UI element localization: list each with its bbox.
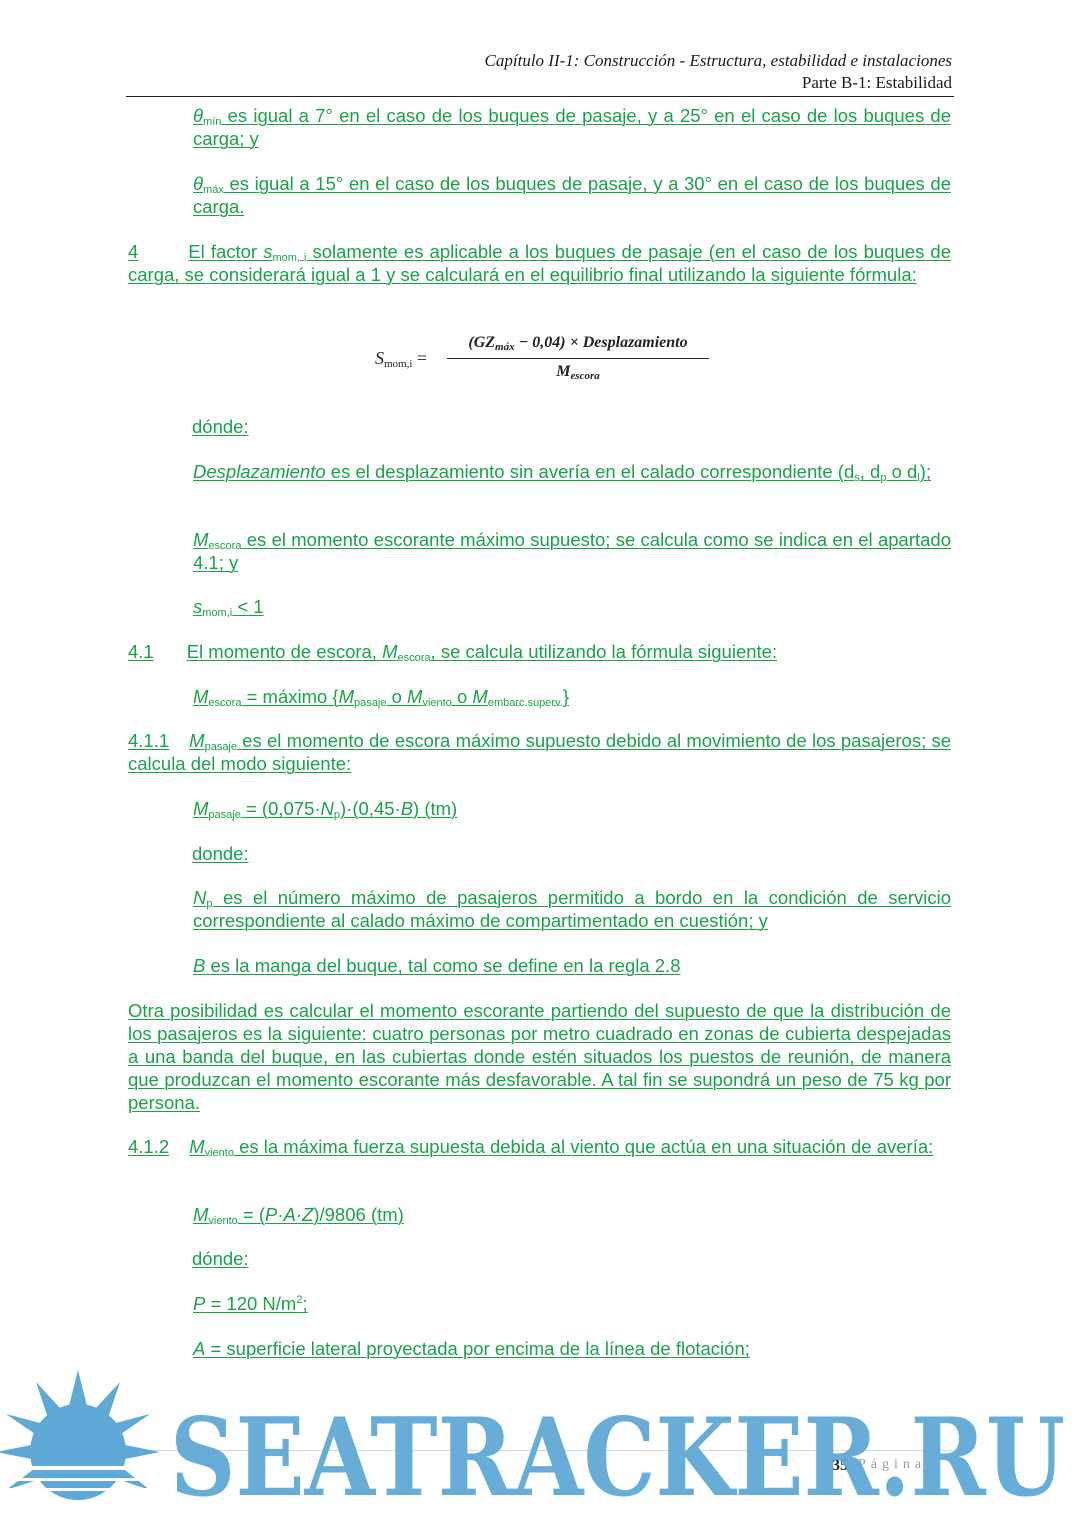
section-4-text-a: El factor xyxy=(188,241,264,262)
a-definition xyxy=(193,1337,951,1360)
section-4-paragraph xyxy=(128,240,951,286)
section-4-1-paragraph xyxy=(128,640,951,663)
running-header xyxy=(128,50,952,94)
desplazamiento-term: Desplazamiento xyxy=(193,461,326,482)
s-symbol: s xyxy=(263,241,273,262)
a-text: = superficie lateral proyectada por encima de la línea de flotación; xyxy=(205,1338,750,1359)
donde-text: donde: xyxy=(192,843,249,864)
section-4-1-2-text: es la máxima fuerza supuesta debida al viento que actúa en una situación de avería: xyxy=(233,1136,934,1157)
donde-text: dónde: xyxy=(192,1248,249,1269)
m-symbol: M xyxy=(189,1136,205,1157)
formula-denominator xyxy=(447,363,709,381)
sun-logo-icon xyxy=(0,1370,160,1500)
s-symbol: s xyxy=(193,596,203,617)
dl-subscript: l xyxy=(917,472,920,484)
n-symbol: N xyxy=(193,887,207,908)
p-subscript: p xyxy=(333,809,341,821)
mescora-formula-text-a: = máximo { xyxy=(241,686,339,707)
mviento-text-a: = ( xyxy=(237,1204,266,1225)
section-4-1-text-b: , se calcula utilizando la fórmula siguiente: xyxy=(430,641,778,662)
mpasaje-text-b: )·(0,45· xyxy=(340,798,401,819)
theta-min-text: es igual a 7° en el caso de los buques de pasaje, y a 25° en el caso de los buques de carga; y xyxy=(193,105,951,149)
mescora-formula xyxy=(193,685,569,708)
desplazamiento-text-b: , d xyxy=(859,461,881,482)
s-subscript: mom,i xyxy=(202,607,233,619)
smom-condition-text: < 1 xyxy=(232,596,264,617)
pasaje-subscript: pasaje xyxy=(354,697,387,709)
b-definition xyxy=(193,954,681,977)
fraction-bar xyxy=(447,358,709,359)
alternative-text: Otra posibilidad es calcular el momento escorante partiendo del supuesto de que la distribución de los pasajeros es la siguiente: cuatro personas por metro cuadrado en zonas de cubierta despejadas a una banda del buque, en las cubiertas donde estén situados los puestos de reunión, de manera que produzcan el momento escorante más desfavorable. A tal fin se supondrá un peso de 75 kg por persona. xyxy=(128,1000,951,1113)
theta-min-definition xyxy=(193,104,951,150)
header-chapter: Capítulo II-1: Construcción - Estructura, estabilidad e instalaciones xyxy=(484,51,952,70)
paz-expression: P·A·Z xyxy=(265,1204,314,1225)
dp-subscript: p xyxy=(880,472,887,484)
section-4-1-2-paragraph xyxy=(128,1135,951,1158)
theta-max-subscript: máx xyxy=(203,184,224,196)
ds-subscript: s xyxy=(854,472,860,484)
or-text: o xyxy=(386,686,408,707)
np-text: es el número máximo de pasajeros permitido a bordo en la condición de servicio correspondiente al calado máximo de compartimentado en cuestión; y xyxy=(193,887,951,931)
viento-subscript: viento xyxy=(422,697,452,709)
m-symbol: M xyxy=(189,730,205,751)
formula-den-subscript: escora xyxy=(570,370,600,382)
m-symbol: M xyxy=(193,529,209,550)
s-subscript: mom, i xyxy=(272,252,307,264)
smom-condition xyxy=(193,595,264,618)
pasaje-subscript: pasaje xyxy=(208,809,241,821)
a-symbol: A xyxy=(193,1338,206,1359)
section-4-1-1-text: es el momento de escora máximo supuesto debido al movimiento de los pasajeros; se calcula del modo siguiente: xyxy=(128,730,951,774)
m-symbol: M xyxy=(472,686,488,707)
viento-subscript: viento xyxy=(204,1147,234,1159)
m-symbol: M xyxy=(382,641,398,662)
donde-text: dónde: xyxy=(192,416,249,437)
section-number: 4.1.2 xyxy=(128,1136,170,1157)
desplazamiento-text-c: o d xyxy=(886,461,918,482)
section-4-1-text-a: El momento de escora, xyxy=(186,641,383,662)
mpasaje-formula xyxy=(193,797,457,820)
header-divider xyxy=(126,96,954,97)
theta-symbol: θ xyxy=(193,173,204,194)
desplazamiento-text-d: ); xyxy=(919,461,932,482)
p-text: = 120 N/m xyxy=(205,1293,297,1314)
escora-subscript: escora xyxy=(208,540,242,552)
section-number: 4.1 xyxy=(128,641,154,662)
smom-formula xyxy=(375,330,715,390)
formula-lhs-symbol: S xyxy=(375,348,384,368)
m-symbol: M xyxy=(193,798,209,819)
m-symbol: M xyxy=(193,686,209,707)
donde-label-1 xyxy=(192,415,249,438)
mpasaje-text-c: ) (tm) xyxy=(413,798,458,819)
mescora-definition xyxy=(193,528,951,574)
mescora-formula-text-b: } xyxy=(562,686,570,707)
donde-label-2 xyxy=(192,842,249,865)
viento-subscript: viento xyxy=(208,1215,238,1227)
squared-superscript: 2 xyxy=(296,1294,303,1306)
m-symbol: M xyxy=(407,686,423,707)
section-4-text-b: solamente es aplicable a los buques de pasaje (en el caso de los buques de carga, se considerará igual a 1 y se calculará en el equilibrio final utilizando la siguiente fórmula: xyxy=(128,241,951,285)
theta-min-subscript: mín xyxy=(203,116,222,128)
section-number: 4 xyxy=(128,241,139,262)
mviento-formula xyxy=(193,1203,404,1226)
p-definition xyxy=(193,1292,308,1315)
formula-den-symbol: M xyxy=(556,363,571,380)
b-symbol: B xyxy=(193,955,206,976)
section-4-1-1-paragraph xyxy=(128,729,951,775)
donde-label-3 xyxy=(192,1247,249,1270)
m-symbol: M xyxy=(338,686,355,707)
header-part: Parte B-1: Estabilidad xyxy=(801,73,952,92)
mviento-text-b: )/9806 (tm) xyxy=(313,1204,404,1225)
n-symbol: N xyxy=(320,798,334,819)
b-symbol: B xyxy=(400,798,414,819)
p-subscript: p xyxy=(206,898,213,910)
page-label: Página xyxy=(858,1457,927,1472)
or-text: o xyxy=(451,686,473,707)
formula-num-subscript: máx xyxy=(495,341,515,353)
b-text: es la manga del buque, tal como se define en la regla 2.8 xyxy=(205,955,681,976)
formula-numerator xyxy=(447,334,709,352)
p-text-end: ; xyxy=(302,1293,308,1314)
theta-symbol: θ xyxy=(193,105,204,126)
formula-num-a: (GZ xyxy=(468,334,496,351)
seatracker-watermark xyxy=(0,1370,1080,1527)
desplazamiento-text-a: es el desplazamiento sin avería en el calado correspondiente (d xyxy=(325,461,855,482)
mpasaje-text-a: = (0,075· xyxy=(240,798,321,819)
desplazamiento-definition xyxy=(193,460,951,483)
formula-lhs: $S_{mom,i}$ = xyxy=(375,348,428,370)
theta-max-text: es igual a 15° en el caso de los buques de pasaje, y a 30° en el caso de los buques de carga. xyxy=(193,173,951,217)
embarc-subscript: embarc.superv. xyxy=(487,697,563,709)
formula-lhs-subscript: mom,i xyxy=(384,358,413,370)
formula-num-b: − 0,04) × Desplazamiento xyxy=(514,334,688,351)
theta-max-definition xyxy=(193,172,951,218)
pasaje-subscript: pasaje xyxy=(204,741,237,753)
section-number: 4.1.1 xyxy=(128,730,170,751)
watermark-text: SEATRACKER.RU xyxy=(170,1395,1065,1521)
page-number-value: 35 xyxy=(832,1457,848,1474)
escora-subscript: escora xyxy=(397,652,431,664)
footer-separator: | xyxy=(848,1457,856,1474)
m-symbol: M xyxy=(193,1204,209,1225)
alternative-paragraph xyxy=(128,999,951,1114)
np-definition xyxy=(193,886,951,932)
escora-subscript: escora xyxy=(208,697,242,709)
p-symbol: P xyxy=(193,1293,206,1314)
mescora-text: es el momento escorante máximo supuesto; se calcula como se indica en el apartado 4.1; y xyxy=(193,529,951,573)
